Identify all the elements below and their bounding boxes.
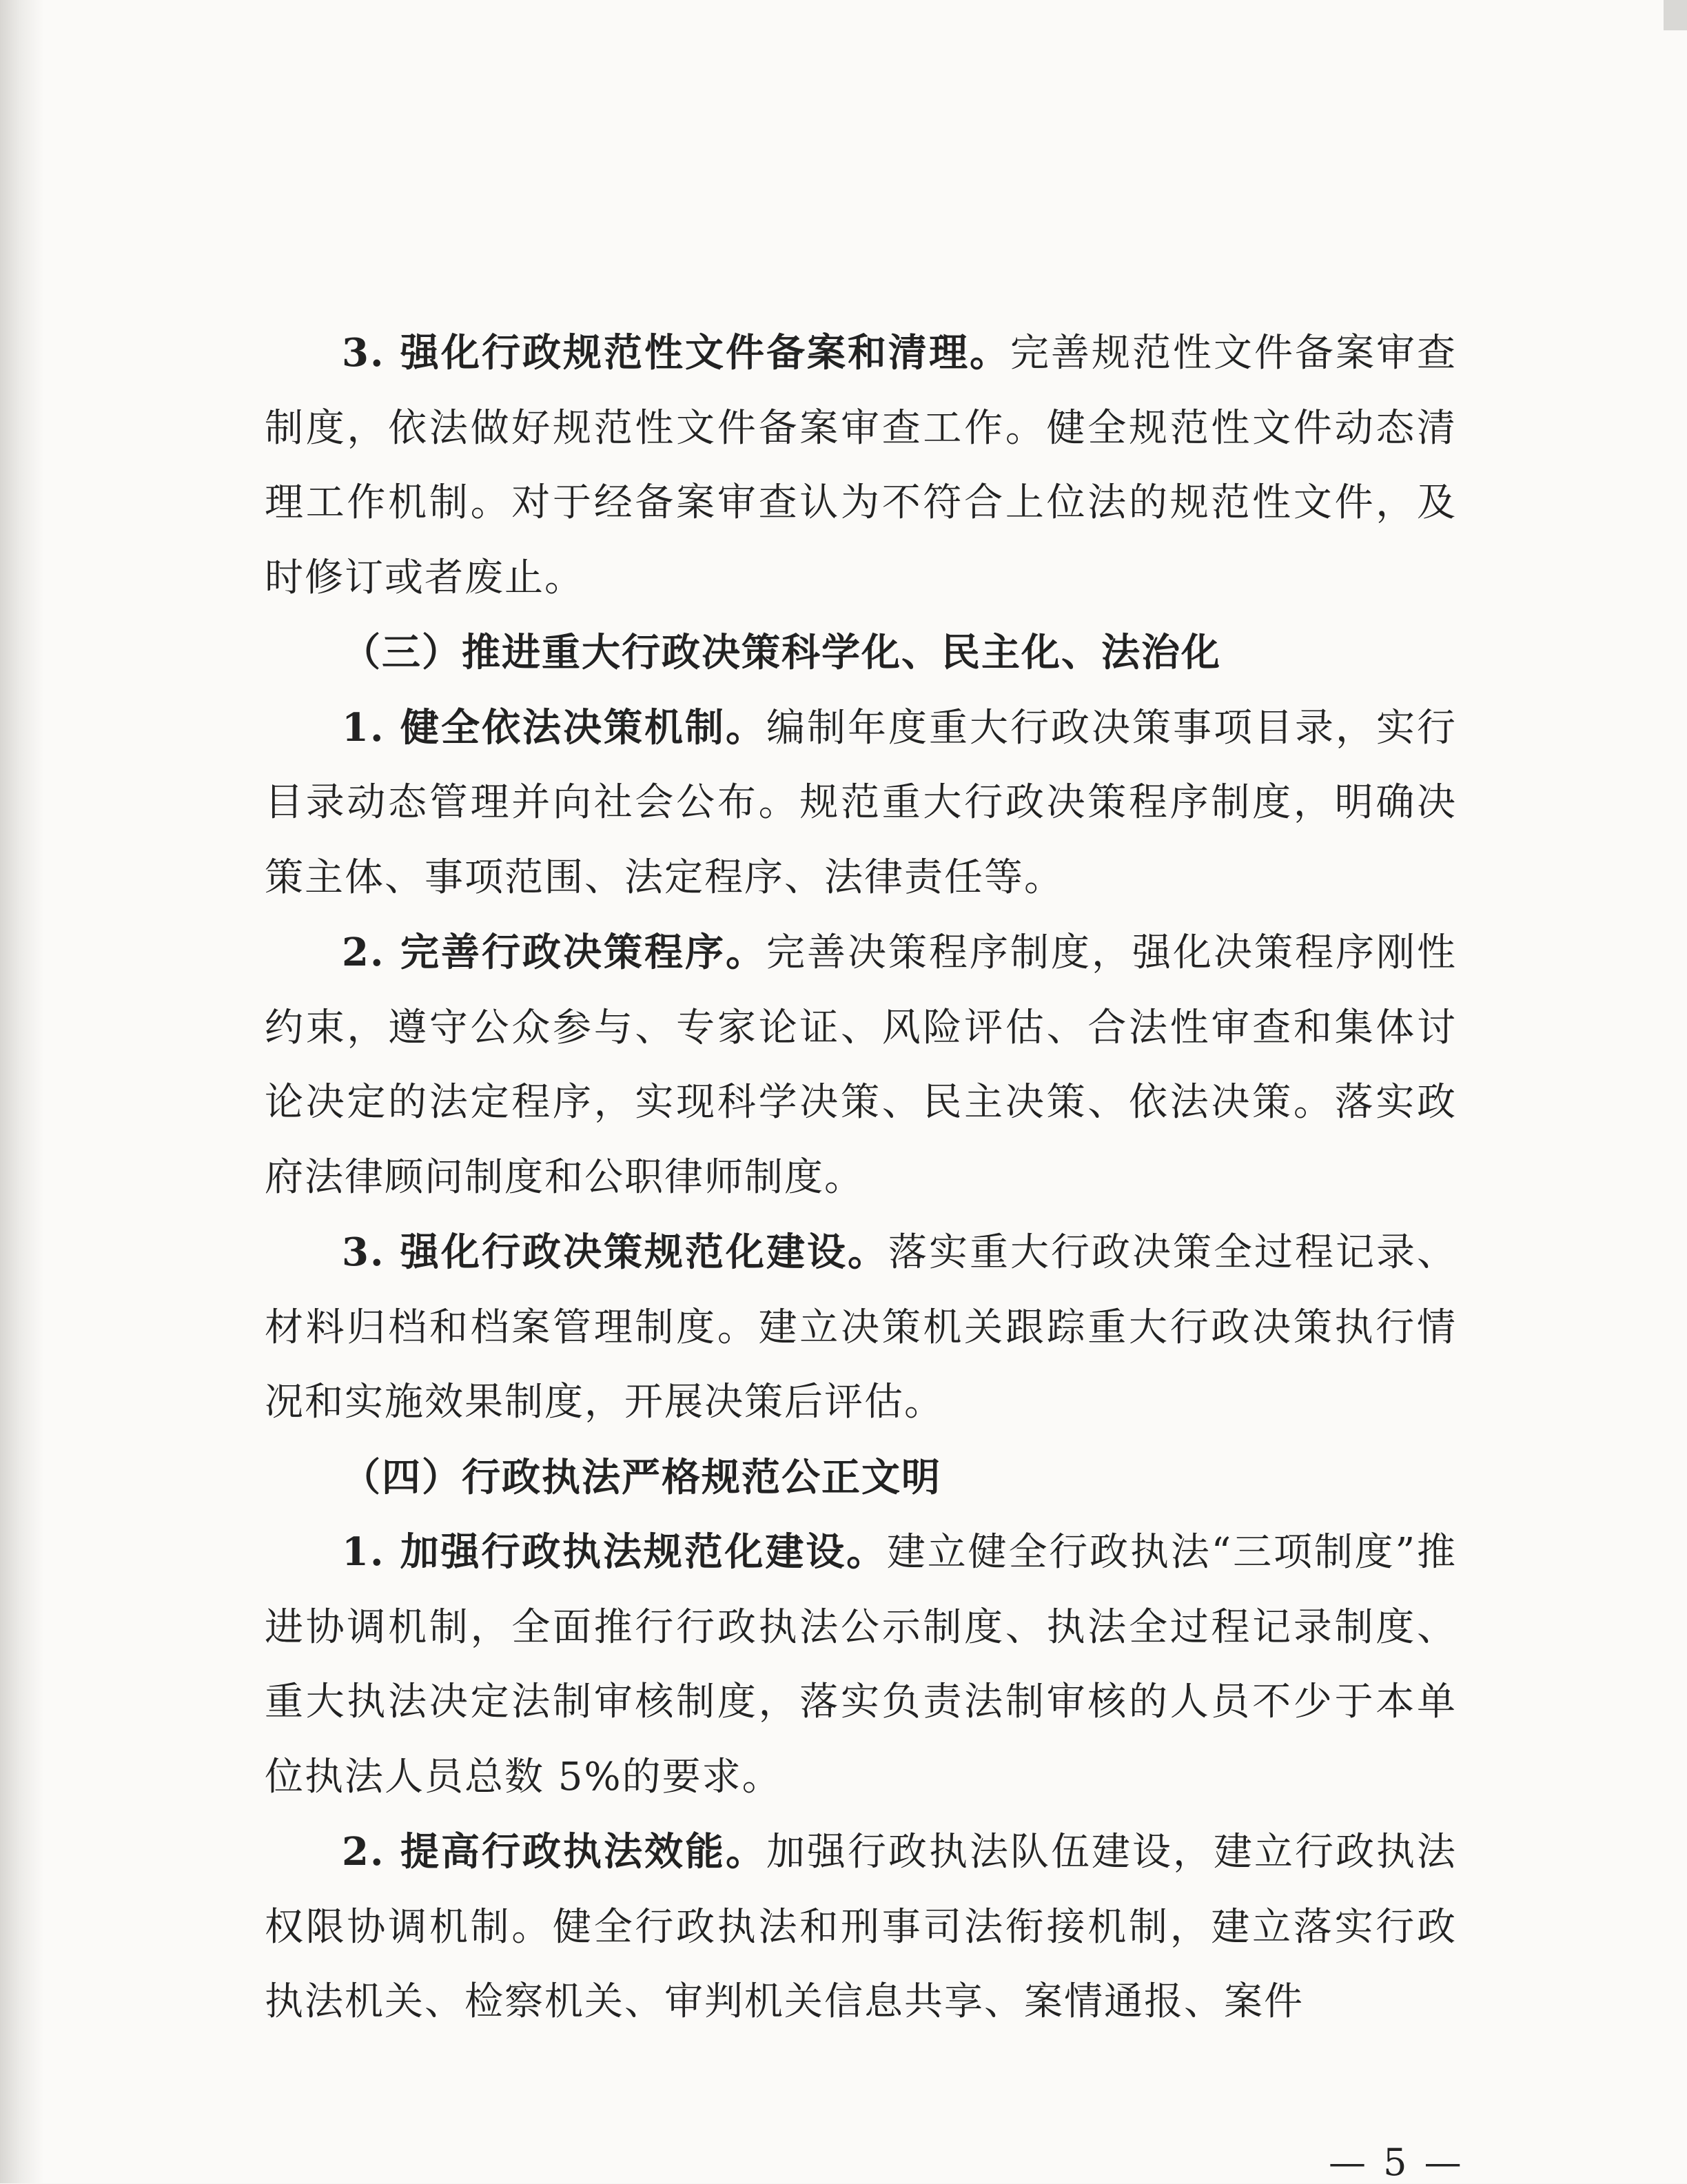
paragraph-body: 建立健全行政执法“三项制度”推进协调机制，全面推行行政执法公示制度、执法全过程记录制度、重大执法决定法制审核制度，落实负责法制审核的人员不少于本单位执法人员总数 5%的要求。 [265,1530,1457,1799]
paragraph-lead: 1. 健全依法决策机制。 [342,704,766,751]
paragraph-decision-procedure [265,915,1457,1215]
page-number: — 5 — [1329,2141,1464,2184]
paragraph-body: 完善规范性文件备案审查制度，依法做好规范性文件备案审查工作。健全规范性文件动态清理工作机制。对于经备案审查认为不符合上位法的规范性文件，及时修订或者废止。 [265,331,1457,600]
paragraph-body: 落实重大行政决策全过程记录、材料归档和档案管理制度。建立决策机关跟踪重大行政决策执行情况和实施效果制度，开展决策后评估。 [265,1230,1458,1425]
section-heading-decision-making: （三）推进重大行政决策科学化、民主化、法治化 [342,630,1221,675]
paragraph-lead: 3. 强化行政规范性文件备案和清理。 [342,330,1010,376]
paragraph-body: 完善决策程序制度，强化决策程序刚性约束，遵守公众参与、专家论证、风险评估、合法性审查和集体讨论决定的法定程序，实现科学决策、民主决策、依法决策。落实政府法律顾问制度和公职律师制度。 [265,930,1458,1200]
paragraph-enforcement-efficiency [265,1815,1457,2040]
scan-corner-mark [1664,0,1687,30]
paragraph-decision-mechanism [265,691,1457,916]
section-heading-law-enforcement: （四）行政执法严格规范公正文明 [342,1454,941,1500]
paragraph-enforcement-standardization [265,1515,1457,1815]
body-text [265,316,1457,2040]
paragraph-lead: 2. 完善行政决策程序。 [342,930,766,975]
paragraph-body: 编制年度重大行政决策事项目录，实行目录动态管理并向社会公布。规范重大行政决策程序制度，明确决策主体、事项范围、法定程序、法律责任等。 [265,705,1458,900]
paragraph-lead: 3. 强化行政决策规范化建设。 [342,1229,888,1275]
paragraph-decision-standardization [265,1215,1457,1440]
paragraph-lead: 2. 提高行政执法效能。 [342,1829,766,1875]
paragraph-normative-documents [265,316,1457,615]
paragraph-body: 加强行政执法队伍建设，建立行政执法权限协调机制。健全行政执法和刑事司法衔接机制，建立落实行政执法机关、检察机关、审判机关信息共享、案情通报、案件 [265,1830,1458,2024]
scan-left-edge-shadow [0,0,44,2183]
paragraph-lead: 1. 加强行政执法规范化建设。 [342,1529,887,1575]
